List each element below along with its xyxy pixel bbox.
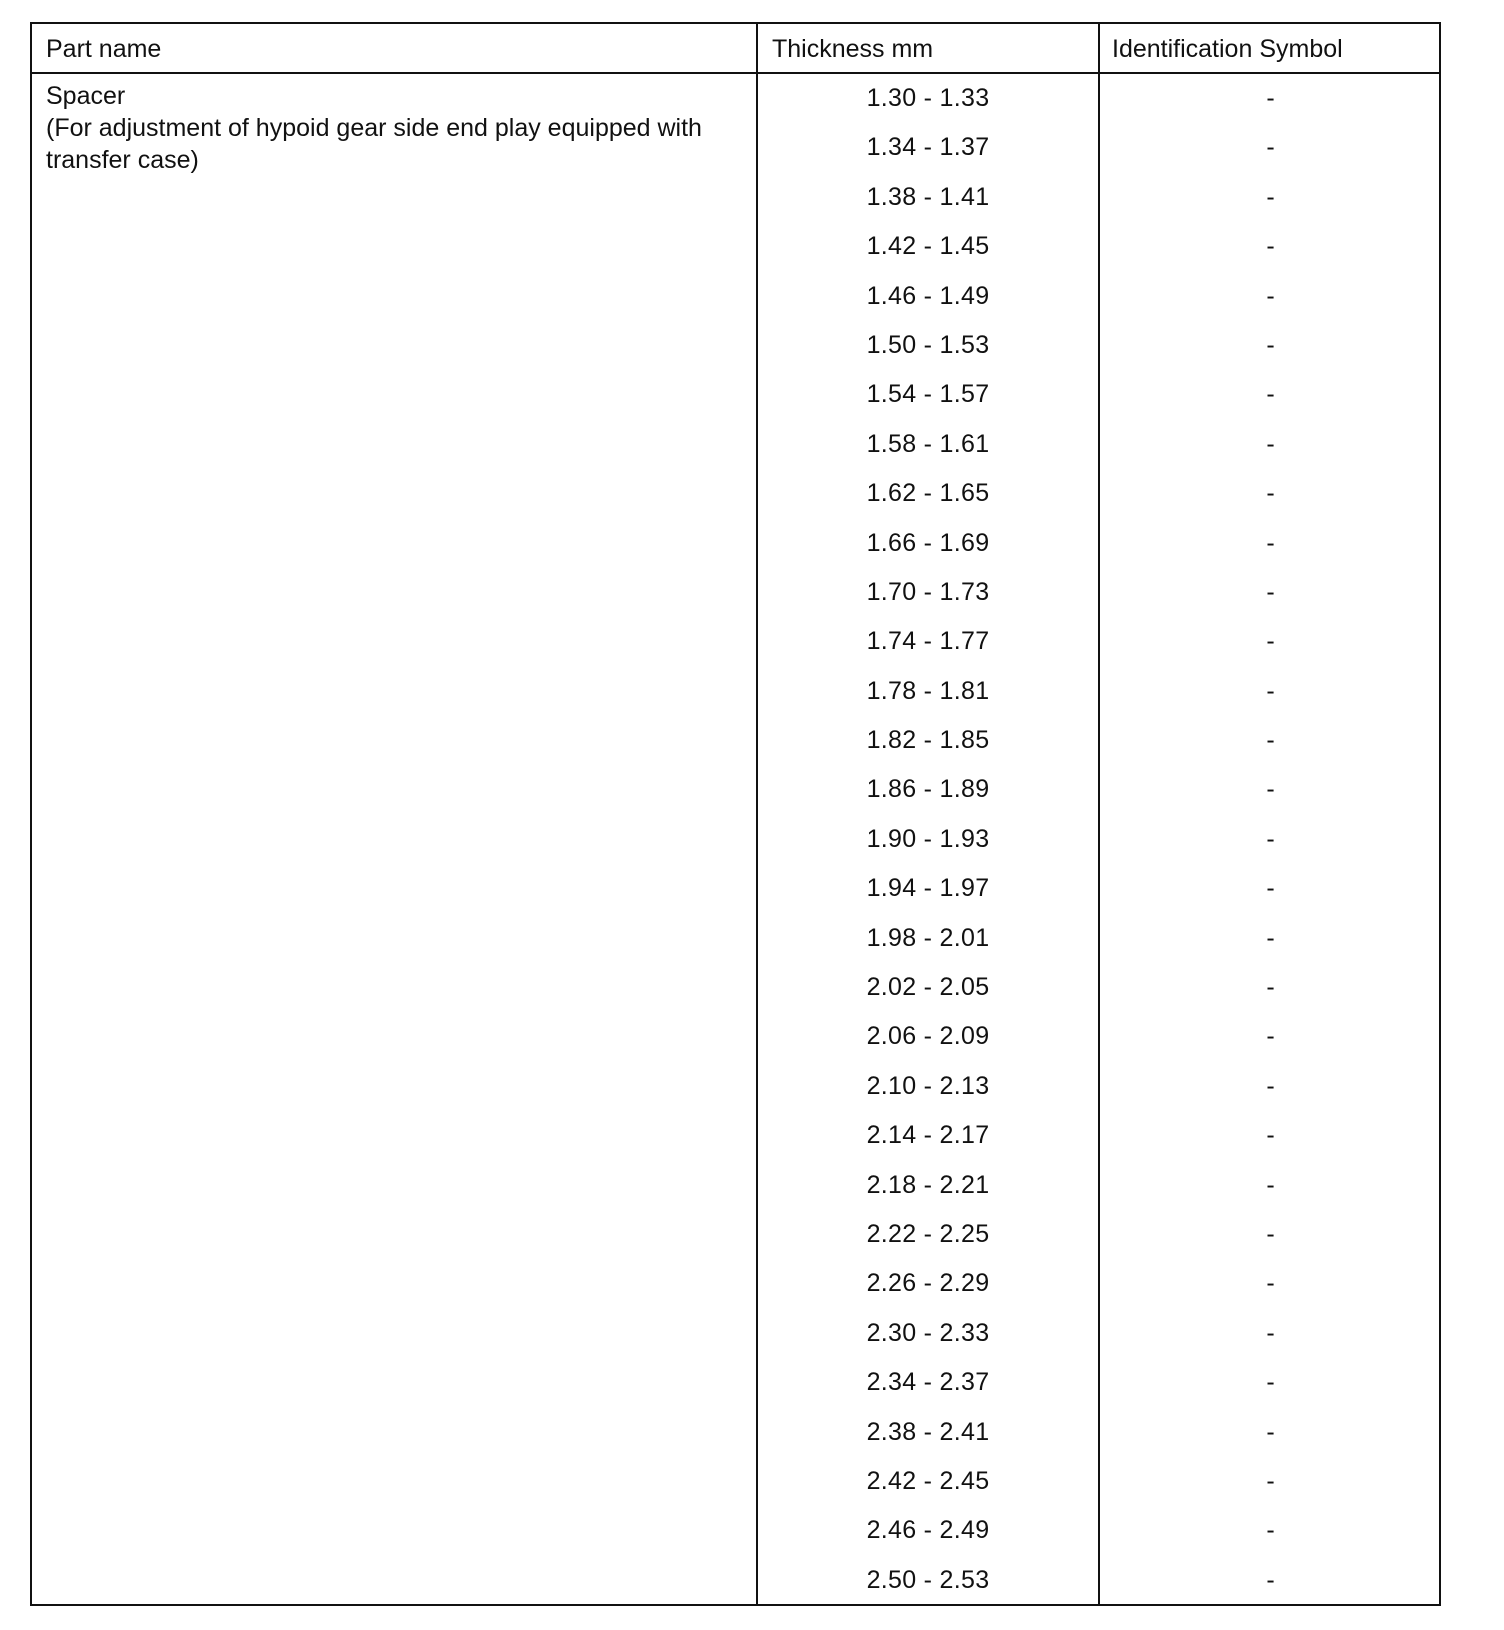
thickness-value: 2.50 - 2.53 [866,1565,990,1594]
identification-symbol: - [1266,281,1275,310]
part-description: (For adjustment of hypoid gear side end play equipped with transfer case) [46,114,702,174]
identification-symbol: - [1266,1466,1275,1495]
table-row [758,1111,1441,1160]
table-row [758,864,1441,913]
header-part-name: Part name [46,35,162,63]
thickness-value: 1.78 - 1.81 [866,676,990,705]
thickness-value: 2.38 - 2.41 [866,1417,990,1446]
identification-symbol: - [1266,429,1275,458]
table-row [758,272,1441,321]
thickness-value: 2.06 - 2.09 [866,1022,990,1051]
identification-symbol: - [1266,380,1275,409]
thickness-value: 1.98 - 2.01 [866,923,990,952]
thickness-value: 1.30 - 1.33 [866,84,990,112]
thickness-value: 1.94 - 1.97 [866,874,990,903]
table-row [758,1408,1441,1457]
thickness-value: 1.58 - 1.61 [866,429,990,458]
table-row [758,173,1441,222]
identification-symbol: - [1266,726,1275,755]
part-name-cell [46,80,746,176]
thickness-value: 1.90 - 1.93 [866,824,990,853]
table-row [758,1309,1441,1358]
table-row [758,519,1441,568]
table-row [758,1161,1441,1210]
identification-symbol: - [1266,1516,1275,1545]
identification-symbol: - [1266,182,1275,211]
identification-symbol: - [1266,973,1275,1002]
thickness-value: 1.38 - 1.41 [866,182,990,211]
table-row [758,914,1441,963]
table-row [758,963,1441,1012]
table-row [758,1556,1441,1605]
identification-symbol: - [1266,874,1275,903]
thickness-value: 1.62 - 1.65 [866,479,990,508]
identification-symbol: - [1266,1121,1275,1150]
table-row [758,1012,1441,1061]
thickness-value: 1.66 - 1.69 [866,528,990,557]
identification-symbol: - [1266,1269,1275,1298]
spacer-thickness-table [30,22,1441,1606]
identification-symbol: - [1266,1022,1275,1051]
thickness-value: 1.50 - 1.53 [866,330,990,359]
thickness-value: 1.86 - 1.89 [866,775,990,804]
table-row [758,74,1441,123]
table-row [758,321,1441,370]
table-row [758,617,1441,666]
thickness-value: 1.54 - 1.57 [866,380,990,409]
identification-symbol: - [1266,330,1275,359]
thickness-value: 2.30 - 2.33 [866,1318,990,1347]
table-row [758,1358,1441,1407]
identification-symbol: - [1266,1368,1275,1397]
table-row [758,716,1441,765]
thickness-value: 2.34 - 2.37 [866,1368,990,1397]
table-header [32,24,1439,74]
table-rows [758,74,1441,1605]
identification-symbol: - [1266,232,1275,261]
thickness-value: 1.82 - 1.85 [866,726,990,755]
thickness-value: 1.42 - 1.45 [866,232,990,261]
thickness-value: 1.70 - 1.73 [866,577,990,606]
table-row [758,222,1441,271]
table-row [758,1506,1441,1555]
identification-symbol: - [1266,1318,1275,1347]
part-name: Spacer [46,82,126,110]
identification-symbol: - [1266,627,1275,656]
thickness-value: 2.14 - 2.17 [866,1121,990,1150]
identification-symbol: - [1266,676,1275,705]
identification-symbol: - [1266,84,1275,112]
thickness-value: 1.74 - 1.77 [866,627,990,656]
thickness-value: 2.22 - 2.25 [866,1219,990,1248]
identification-symbol: - [1266,1417,1275,1446]
thickness-value: 2.26 - 2.29 [866,1269,990,1298]
identification-symbol: - [1266,1170,1275,1199]
table-row [758,1062,1441,1111]
table-row [758,667,1441,716]
header-identification-symbol: Identification Symbol [1112,35,1343,63]
thickness-value: 1.34 - 1.37 [866,133,990,162]
thickness-value: 2.02 - 2.05 [866,973,990,1002]
table-row [758,469,1441,518]
thickness-value: 2.42 - 2.45 [866,1466,990,1495]
table-row [758,1210,1441,1259]
table-row [758,1259,1441,1308]
thickness-value: 1.46 - 1.49 [866,281,990,310]
identification-symbol: - [1266,577,1275,606]
identification-symbol: - [1266,923,1275,952]
table-row [758,420,1441,469]
identification-symbol: - [1266,133,1275,162]
table-row [758,1457,1441,1506]
thickness-value: 2.46 - 2.49 [866,1516,990,1545]
table-row [758,568,1441,617]
identification-symbol: - [1266,775,1275,804]
identification-symbol: - [1266,528,1275,557]
thickness-value: 2.18 - 2.21 [866,1170,990,1199]
table-row [758,815,1441,864]
table-row [758,370,1441,419]
thickness-value: 2.10 - 2.13 [866,1071,990,1100]
identification-symbol: - [1266,479,1275,508]
header-thickness: Thickness mm [772,35,934,63]
identification-symbol: - [1266,824,1275,853]
table-row [758,123,1441,172]
identification-symbol: - [1266,1565,1275,1594]
identification-symbol: - [1266,1219,1275,1248]
table-row [758,765,1441,814]
identification-symbol: - [1266,1071,1275,1100]
